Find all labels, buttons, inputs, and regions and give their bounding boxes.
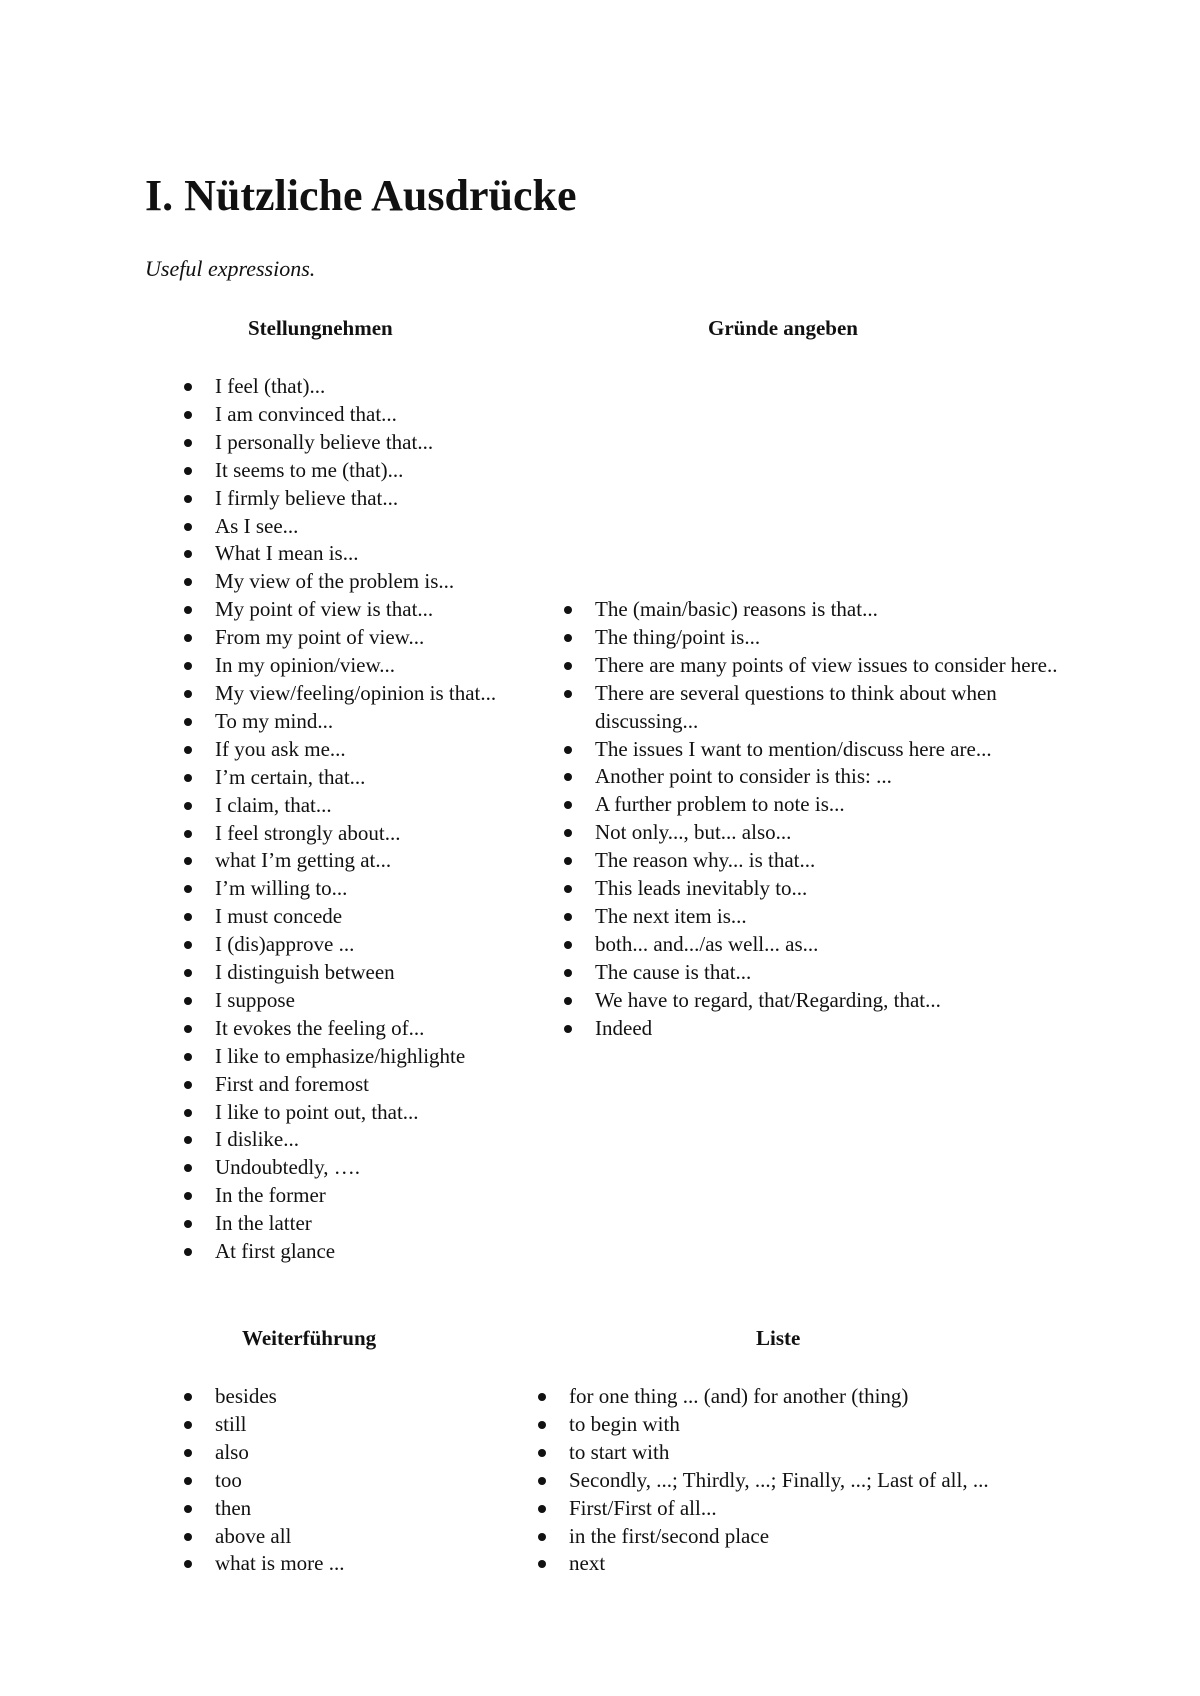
list-item: Undoubtedly, …. (181, 1154, 521, 1182)
list-item: I claim, that... (181, 792, 521, 820)
list-item: My view/feeling/opinion is that... (181, 680, 521, 708)
list-item: I feel (that)... (181, 373, 521, 401)
list-item: The next item is... (561, 903, 1081, 931)
list-item: still (181, 1411, 511, 1439)
list-item: to start with (535, 1439, 1095, 1467)
list-item: both... and.../as well... as... (561, 931, 1081, 959)
list-item: In my opinion/view... (181, 652, 521, 680)
list-item: I like to point out, that... (181, 1099, 521, 1127)
section-heading-liste: Liste (756, 1326, 801, 1350)
list-item: There are several questions to think about when discussing... (561, 680, 1081, 736)
list-item: I’m certain, that... (181, 764, 521, 792)
list-item: I firmly believe that... (181, 485, 521, 513)
list-item: I feel strongly about... (181, 820, 521, 848)
list-item: First and foremost (181, 1071, 521, 1099)
section-heading-weiterfuehrung: Weiterführung (242, 1326, 377, 1350)
list-item: Another point to consider is this: ... (561, 763, 1081, 791)
list-item: My point of view is that... (181, 596, 521, 624)
list-item: This leads inevitably to... (561, 875, 1081, 903)
list-item: Indeed (561, 1015, 1081, 1043)
list-item: besides (181, 1383, 511, 1411)
list-item: It seems to me (that)... (181, 457, 521, 485)
list-item: also (181, 1439, 511, 1467)
list-item: A further problem to note is... (561, 791, 1081, 819)
list-item: I dislike... (181, 1126, 521, 1154)
list-item: As I see... (181, 513, 521, 541)
list-item: in the first/second place (535, 1523, 1095, 1551)
list-item: My view of the problem is... (181, 568, 521, 596)
page-subtitle: Useful expressions. (145, 256, 316, 281)
list-liste (535, 1383, 1095, 1578)
list-item: I must concede (181, 903, 521, 931)
list-item: The thing/point is... (561, 624, 1081, 652)
list-item: In the latter (181, 1210, 521, 1238)
list-item: what is more ... (181, 1550, 511, 1578)
list-item: too (181, 1467, 511, 1495)
list-item: We have to regard, that/Regarding, that... (561, 987, 1081, 1015)
list-item: I am convinced that... (181, 401, 521, 429)
list-item: At first glance (181, 1238, 521, 1266)
list-item: The reason why... is that... (561, 847, 1081, 875)
list-item: What I mean is... (181, 540, 521, 568)
list-item: The (main/basic) reasons is that... (561, 596, 1081, 624)
list-weiterfuehrung (181, 1383, 511, 1578)
list-item: The cause is that... (561, 959, 1081, 987)
page-title: I. Nützliche Ausdrücke (145, 171, 577, 220)
list-stellungnehmen (181, 373, 521, 1266)
section-heading-stellungnehmen: Stellungnehmen (248, 316, 393, 340)
list-item: Not only..., but... also... (561, 819, 1081, 847)
section-heading-gruende-angeben: Gründe angeben (708, 316, 858, 340)
list-item: for one thing ... (and) for another (thing) (535, 1383, 1095, 1411)
list-item: The issues I want to mention/discuss here are... (561, 736, 1081, 764)
list-item: I personally believe that... (181, 429, 521, 457)
list-item: I distinguish between (181, 959, 521, 987)
list-item: First/First of all... (535, 1495, 1095, 1523)
list-item: next (535, 1550, 1095, 1578)
list-gruende-angeben (561, 596, 1081, 1043)
list-item: It evokes the feeling of... (181, 1015, 521, 1043)
list-item: To my mind... (181, 708, 521, 736)
list-item: I suppose (181, 987, 521, 1015)
list-item: above all (181, 1523, 511, 1551)
list-item: I (dis)approve ... (181, 931, 521, 959)
list-item: If you ask me... (181, 736, 521, 764)
list-item: Secondly, ...; Thirdly, ...; Finally, ...; Last of all, ... (535, 1467, 1095, 1495)
list-item: From my point of view... (181, 624, 521, 652)
list-item: then (181, 1495, 511, 1523)
list-item: to begin with (535, 1411, 1095, 1439)
list-item: There are many points of view issues to consider here.. (561, 652, 1081, 680)
list-item: I like to emphasize/highlighte (181, 1043, 521, 1071)
list-item: In the former (181, 1182, 521, 1210)
list-item: what I’m getting at... (181, 847, 521, 875)
list-item: I’m willing to... (181, 875, 521, 903)
